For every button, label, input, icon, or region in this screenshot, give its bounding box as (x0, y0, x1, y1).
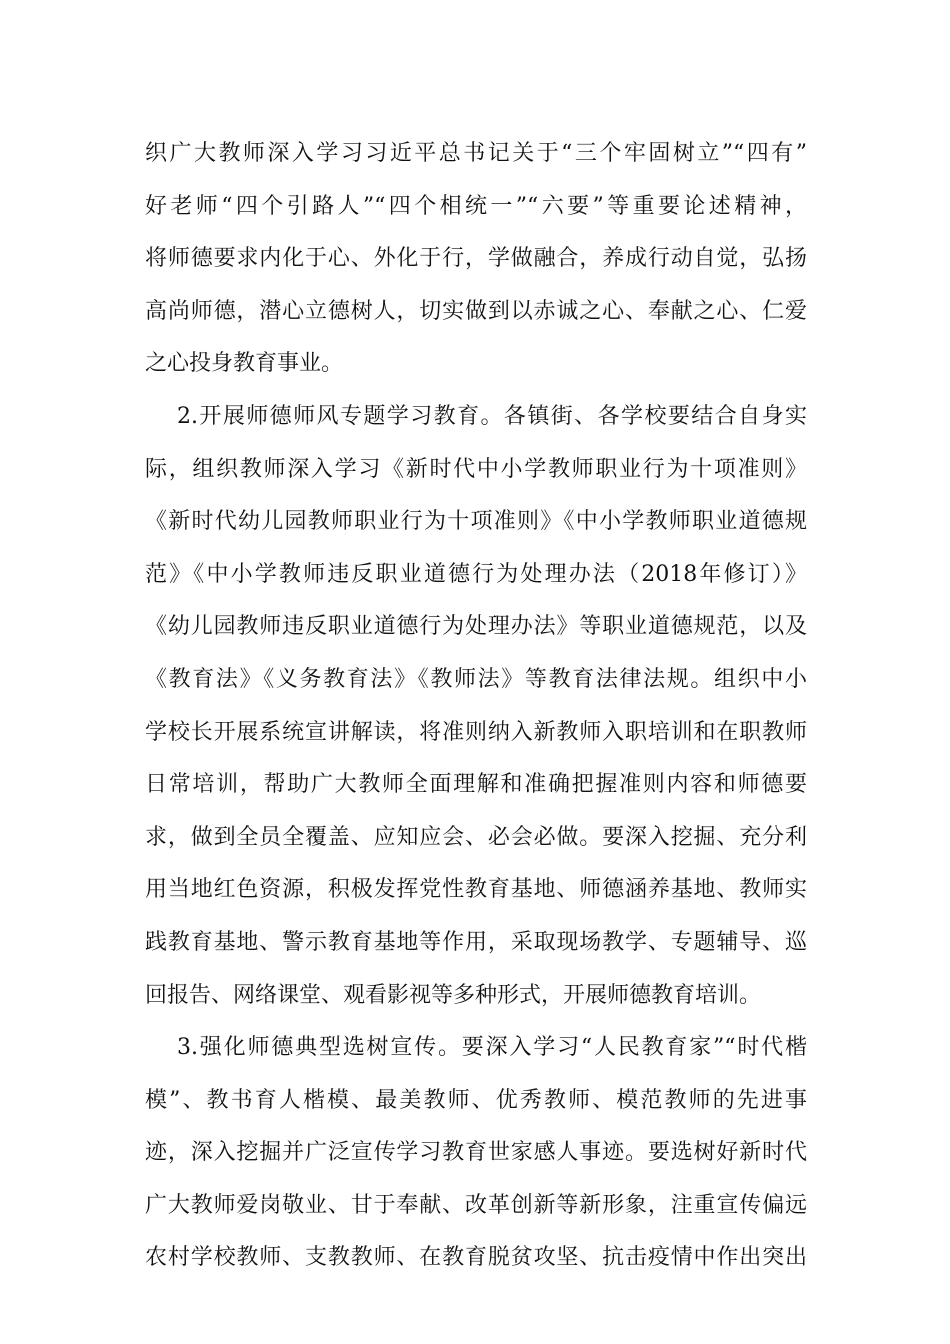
text-line: 求，做到全员全覆盖、应知应会、必会必做。要深入挖掘、充分利 (145, 824, 807, 850)
text-line: 学校长开展系统宣讲解读，将准则纳入新教师入职培训和在职教师 (145, 719, 807, 745)
text-line: 广大教师爱岗敬业、甘于奉献、改革创新等新形象，注重宣传偏远 (145, 1192, 807, 1218)
text-line: 《幼儿园教师违反职业道德行为处理办法》等职业道德规范，以及 (145, 614, 807, 640)
text-line: 范》《中小学教师违反职业道德行为处理办法（2018年修订）》 (145, 561, 807, 587)
text-line: 农村学校教师、支教教师、在教育脱贫攻坚、抗击疫情中作出突出 (145, 1245, 807, 1271)
text-line: 2.开展师德师风专题学习教育。各镇街、各学校要结合自身实 (177, 403, 807, 429)
text-line: 《新时代幼儿园教师职业行为十项准则》《中小学教师职业道德规 (145, 509, 807, 535)
text-line: 回报告、网络课堂、观看影视等多种形式，开展师德教育培训。 (145, 982, 762, 1008)
text-line: 践教育基地、警示教育基地等作用，采取现场教学、专题辅导、巡 (145, 929, 807, 955)
text-line: 好老师“四个引路人”“四个相统一”“六要”等重要论述精神， (145, 193, 807, 219)
text-line: 模”、教书育人楷模、最美教师、优秀教师、模范教师的先进事 (145, 1087, 807, 1113)
text-line: 织广大教师深入学习习近平总书记关于“三个牢固树立”“四有” (145, 141, 807, 166)
text-line: 之心投身教育事业。 (145, 351, 344, 377)
text-line: 用当地红色资源，积极发挥党性教育基地、师德涵养基地、教师实 (145, 877, 807, 903)
text-line: 将师德要求内化于心、外化于行，学做融合，养成行动自觉，弘扬 (145, 246, 807, 272)
text-line: 《教育法》《义务教育法》《教师法》等教育法律法规。组织中小 (145, 666, 807, 692)
body-text (145, 128, 807, 1285)
text-line: 日常培训，帮助广大教师全面理解和准确把握准则内容和师德要 (145, 772, 807, 798)
text-line: 迹，深入挖掘并广泛宣传学习教育世家感人事迹。要选树好新时代 (145, 1140, 807, 1166)
text-line: 3.强化师德典型选树宣传。要深入学习“人民教育家”“时代楷 (177, 1035, 807, 1061)
text-line: 高尚师德，潜心立德树人，切实做到以赤诚之心、奉献之心、仁爱 (145, 298, 807, 324)
text-line: 际，组织教师深入学习《新时代中小学教师职业行为十项准则》 (145, 456, 807, 482)
